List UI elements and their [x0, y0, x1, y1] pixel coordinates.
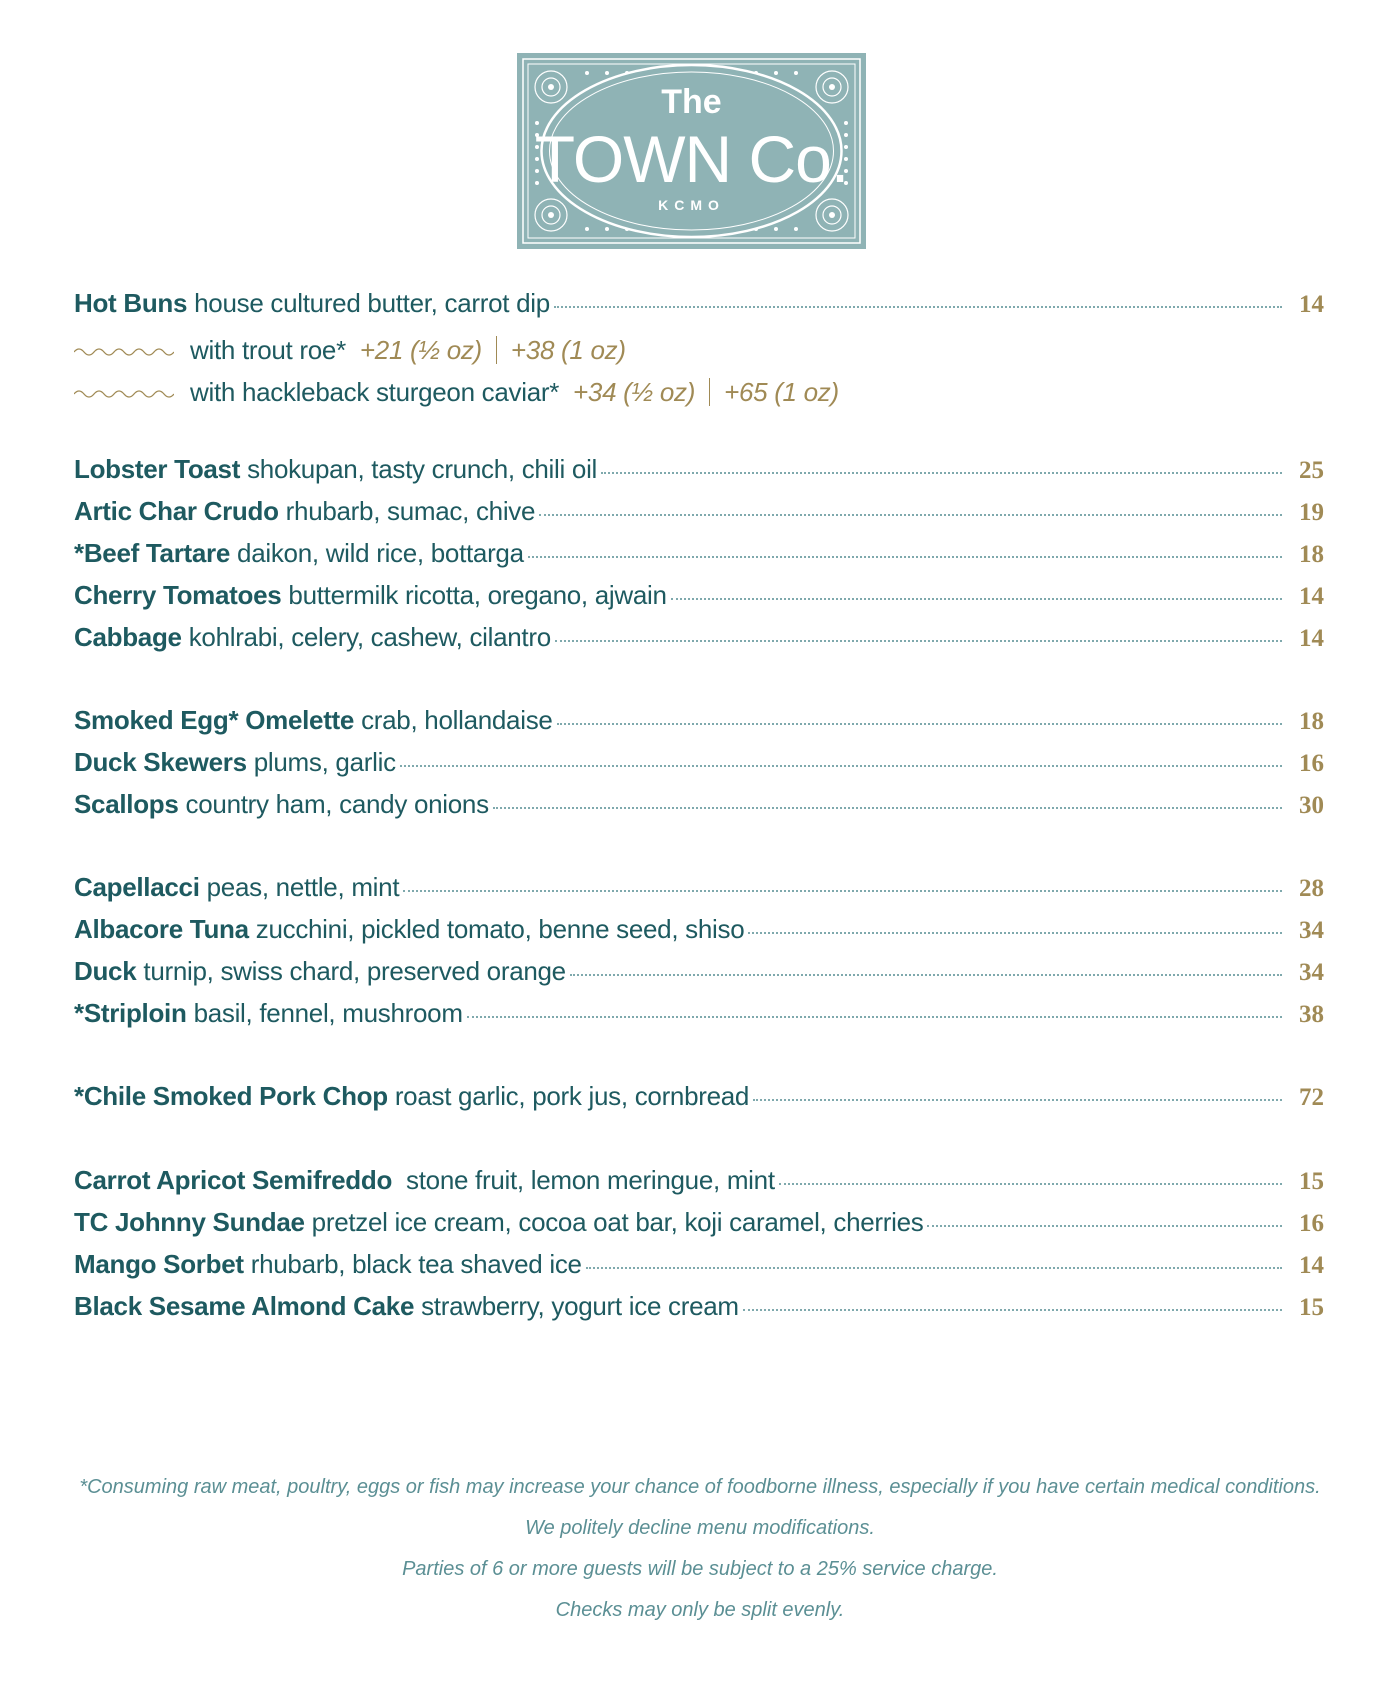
dotted-leader	[753, 1099, 1282, 1101]
item-name: Scallops	[74, 789, 179, 819]
logo-kcmo: KCMO	[658, 197, 725, 213]
item-price: 14	[1299, 291, 1324, 318]
item-desc: strawberry, yogurt ice cream	[421, 1291, 739, 1321]
item-name: Artic Char Crudo	[74, 496, 279, 526]
item-desc: house cultured butter, carrot dip	[194, 288, 550, 318]
menu-footer	[0, 1467, 1400, 1631]
item-price: 72	[1299, 1084, 1324, 1111]
logo-text	[517, 53, 866, 249]
addon-price-full: +65 (1 oz)	[724, 376, 839, 407]
logo-town: TOWN Co.	[534, 122, 849, 196]
dotted-leader	[539, 514, 1282, 516]
menu-item	[74, 1249, 1324, 1289]
footer-disclaimer: *Consuming raw meat, poultry, eggs or fish may increase your chance of foodborne illness, especially if you have certain medical conditions.	[79, 1476, 1321, 1498]
item-price: 19	[1299, 499, 1324, 526]
addon-price-half: +21 (½ oz)	[359, 334, 482, 365]
item-desc: stone fruit, lemon meringue, mint	[406, 1165, 775, 1195]
item-name: Duck	[74, 956, 137, 986]
item-price: 25	[1299, 457, 1324, 484]
item-price: 16	[1299, 1210, 1324, 1237]
dotted-leader	[528, 556, 1282, 558]
item-price: 18	[1299, 541, 1324, 568]
dotted-leader	[557, 723, 1282, 725]
item-desc: basil, fennel, mushroom	[193, 998, 463, 1028]
item-price: 28	[1299, 875, 1324, 902]
item-price: 14	[1299, 1252, 1324, 1279]
menu-item-hot-buns	[74, 288, 1324, 328]
item-price: 15	[1299, 1168, 1324, 1195]
menu-item	[74, 580, 1324, 620]
menu-item	[74, 1081, 1324, 1121]
menu-item	[74, 705, 1324, 745]
item-desc: peas, nettle, mint	[206, 872, 400, 902]
menu-item	[74, 872, 1324, 912]
addon-trout-roe	[74, 330, 626, 370]
dotted-leader	[400, 765, 1282, 767]
price-separator	[496, 336, 497, 364]
addon-label: with trout roe*	[190, 334, 346, 365]
footer-service-charge: Parties of 6 or more guests will be subject to a 25% service charge.	[402, 1558, 998, 1580]
price-separator	[709, 378, 710, 406]
addon-label: with hackleback sturgeon caviar*	[190, 376, 560, 407]
item-name: *Chile Smoked Pork Chop	[74, 1081, 388, 1111]
dotted-leader	[555, 640, 1282, 642]
item-name: Capellacci	[74, 872, 200, 902]
item-name: Mango Sorbet	[74, 1249, 244, 1279]
item-name: Smoked Egg* Omelette	[74, 705, 355, 735]
dotted-leader	[601, 472, 1282, 474]
item-desc: daikon, wild rice, bottarga	[237, 538, 524, 568]
menu-item	[74, 454, 1324, 494]
menu-item	[74, 1207, 1324, 1247]
item-desc: rhubarb, sumac, chive	[285, 496, 536, 526]
addon-price-full: +38 (1 oz)	[510, 334, 626, 365]
item-price: 34	[1299, 917, 1324, 944]
item-name: *Beef Tartare	[74, 538, 231, 568]
item-name: TC Johnny Sundae	[74, 1207, 305, 1237]
item-desc: kohlrabi, celery, cashew, cilantro	[188, 622, 551, 652]
dotted-leader	[554, 306, 1282, 308]
footer-split-checks: Checks may only be split evenly.	[555, 1599, 845, 1621]
item-price: 14	[1299, 583, 1324, 610]
item-desc: zucchini, pickled tomato, benne seed, shiso	[255, 914, 745, 944]
dotted-leader	[927, 1225, 1282, 1227]
item-price: 14	[1299, 625, 1324, 652]
item-name: Carrot Apricot Semifreddo	[74, 1165, 393, 1195]
item-price: 34	[1299, 959, 1324, 986]
menu-item	[74, 789, 1324, 829]
town-co-logo	[517, 53, 866, 249]
dotted-leader	[493, 807, 1282, 809]
wave-icon	[74, 385, 174, 399]
item-desc: buttermilk ricotta, oregano, ajwain	[288, 580, 667, 610]
item-name: Cabbage	[74, 622, 182, 652]
menu-item	[74, 1291, 1324, 1331]
dotted-leader	[671, 598, 1282, 600]
menu-item	[74, 914, 1324, 954]
item-name: Duck Skewers	[74, 747, 247, 777]
item-desc: roast garlic, pork jus, cornbread	[394, 1081, 750, 1111]
item-price: 15	[1299, 1294, 1324, 1321]
footer-modifications: We politely decline menu modifications.	[525, 1517, 875, 1539]
menu-item	[74, 496, 1324, 536]
menu-item	[74, 956, 1324, 996]
item-price: 38	[1299, 1001, 1324, 1028]
dotted-leader	[586, 1267, 1282, 1269]
wave-icon	[74, 343, 174, 357]
item-desc: rhubarb, black tea shaved ice	[250, 1249, 582, 1279]
dotted-leader	[743, 1309, 1282, 1311]
item-desc: shokupan, tasty crunch, chili oil	[247, 454, 598, 484]
item-name: Lobster Toast	[74, 454, 241, 484]
item-desc: crab, hollandaise	[361, 705, 553, 735]
item-name: Cherry Tomatoes	[74, 580, 282, 610]
addon-caviar	[74, 372, 839, 412]
logo-the: The	[661, 83, 722, 121]
item-name: Albacore Tuna	[74, 914, 249, 944]
dotted-leader	[467, 1016, 1282, 1018]
dotted-leader	[748, 932, 1282, 934]
menu-item	[74, 622, 1324, 662]
item-name: Black Sesame Almond Cake	[74, 1291, 415, 1321]
item-desc: country ham, candy onions	[185, 789, 489, 819]
menu-item	[74, 1165, 1324, 1205]
item-price: 16	[1299, 750, 1324, 777]
item-desc: turnip, swiss chard, preserved orange	[143, 956, 566, 986]
item-desc: pretzel ice cream, cocoa oat bar, koji caramel, cherries	[311, 1207, 924, 1237]
item-price: 18	[1299, 708, 1324, 735]
item-name: *Striploin	[74, 998, 187, 1028]
menu-item	[74, 538, 1324, 578]
dotted-leader	[570, 974, 1282, 976]
menu-item	[74, 998, 1324, 1038]
item-price: 30	[1299, 792, 1324, 819]
addon-price-half: +34 (½ oz)	[573, 376, 696, 407]
dotted-leader	[779, 1183, 1282, 1185]
dotted-leader	[403, 890, 1282, 892]
item-desc: plums, garlic	[253, 747, 396, 777]
item-name: Hot Buns	[74, 288, 188, 318]
menu-item	[74, 747, 1324, 787]
